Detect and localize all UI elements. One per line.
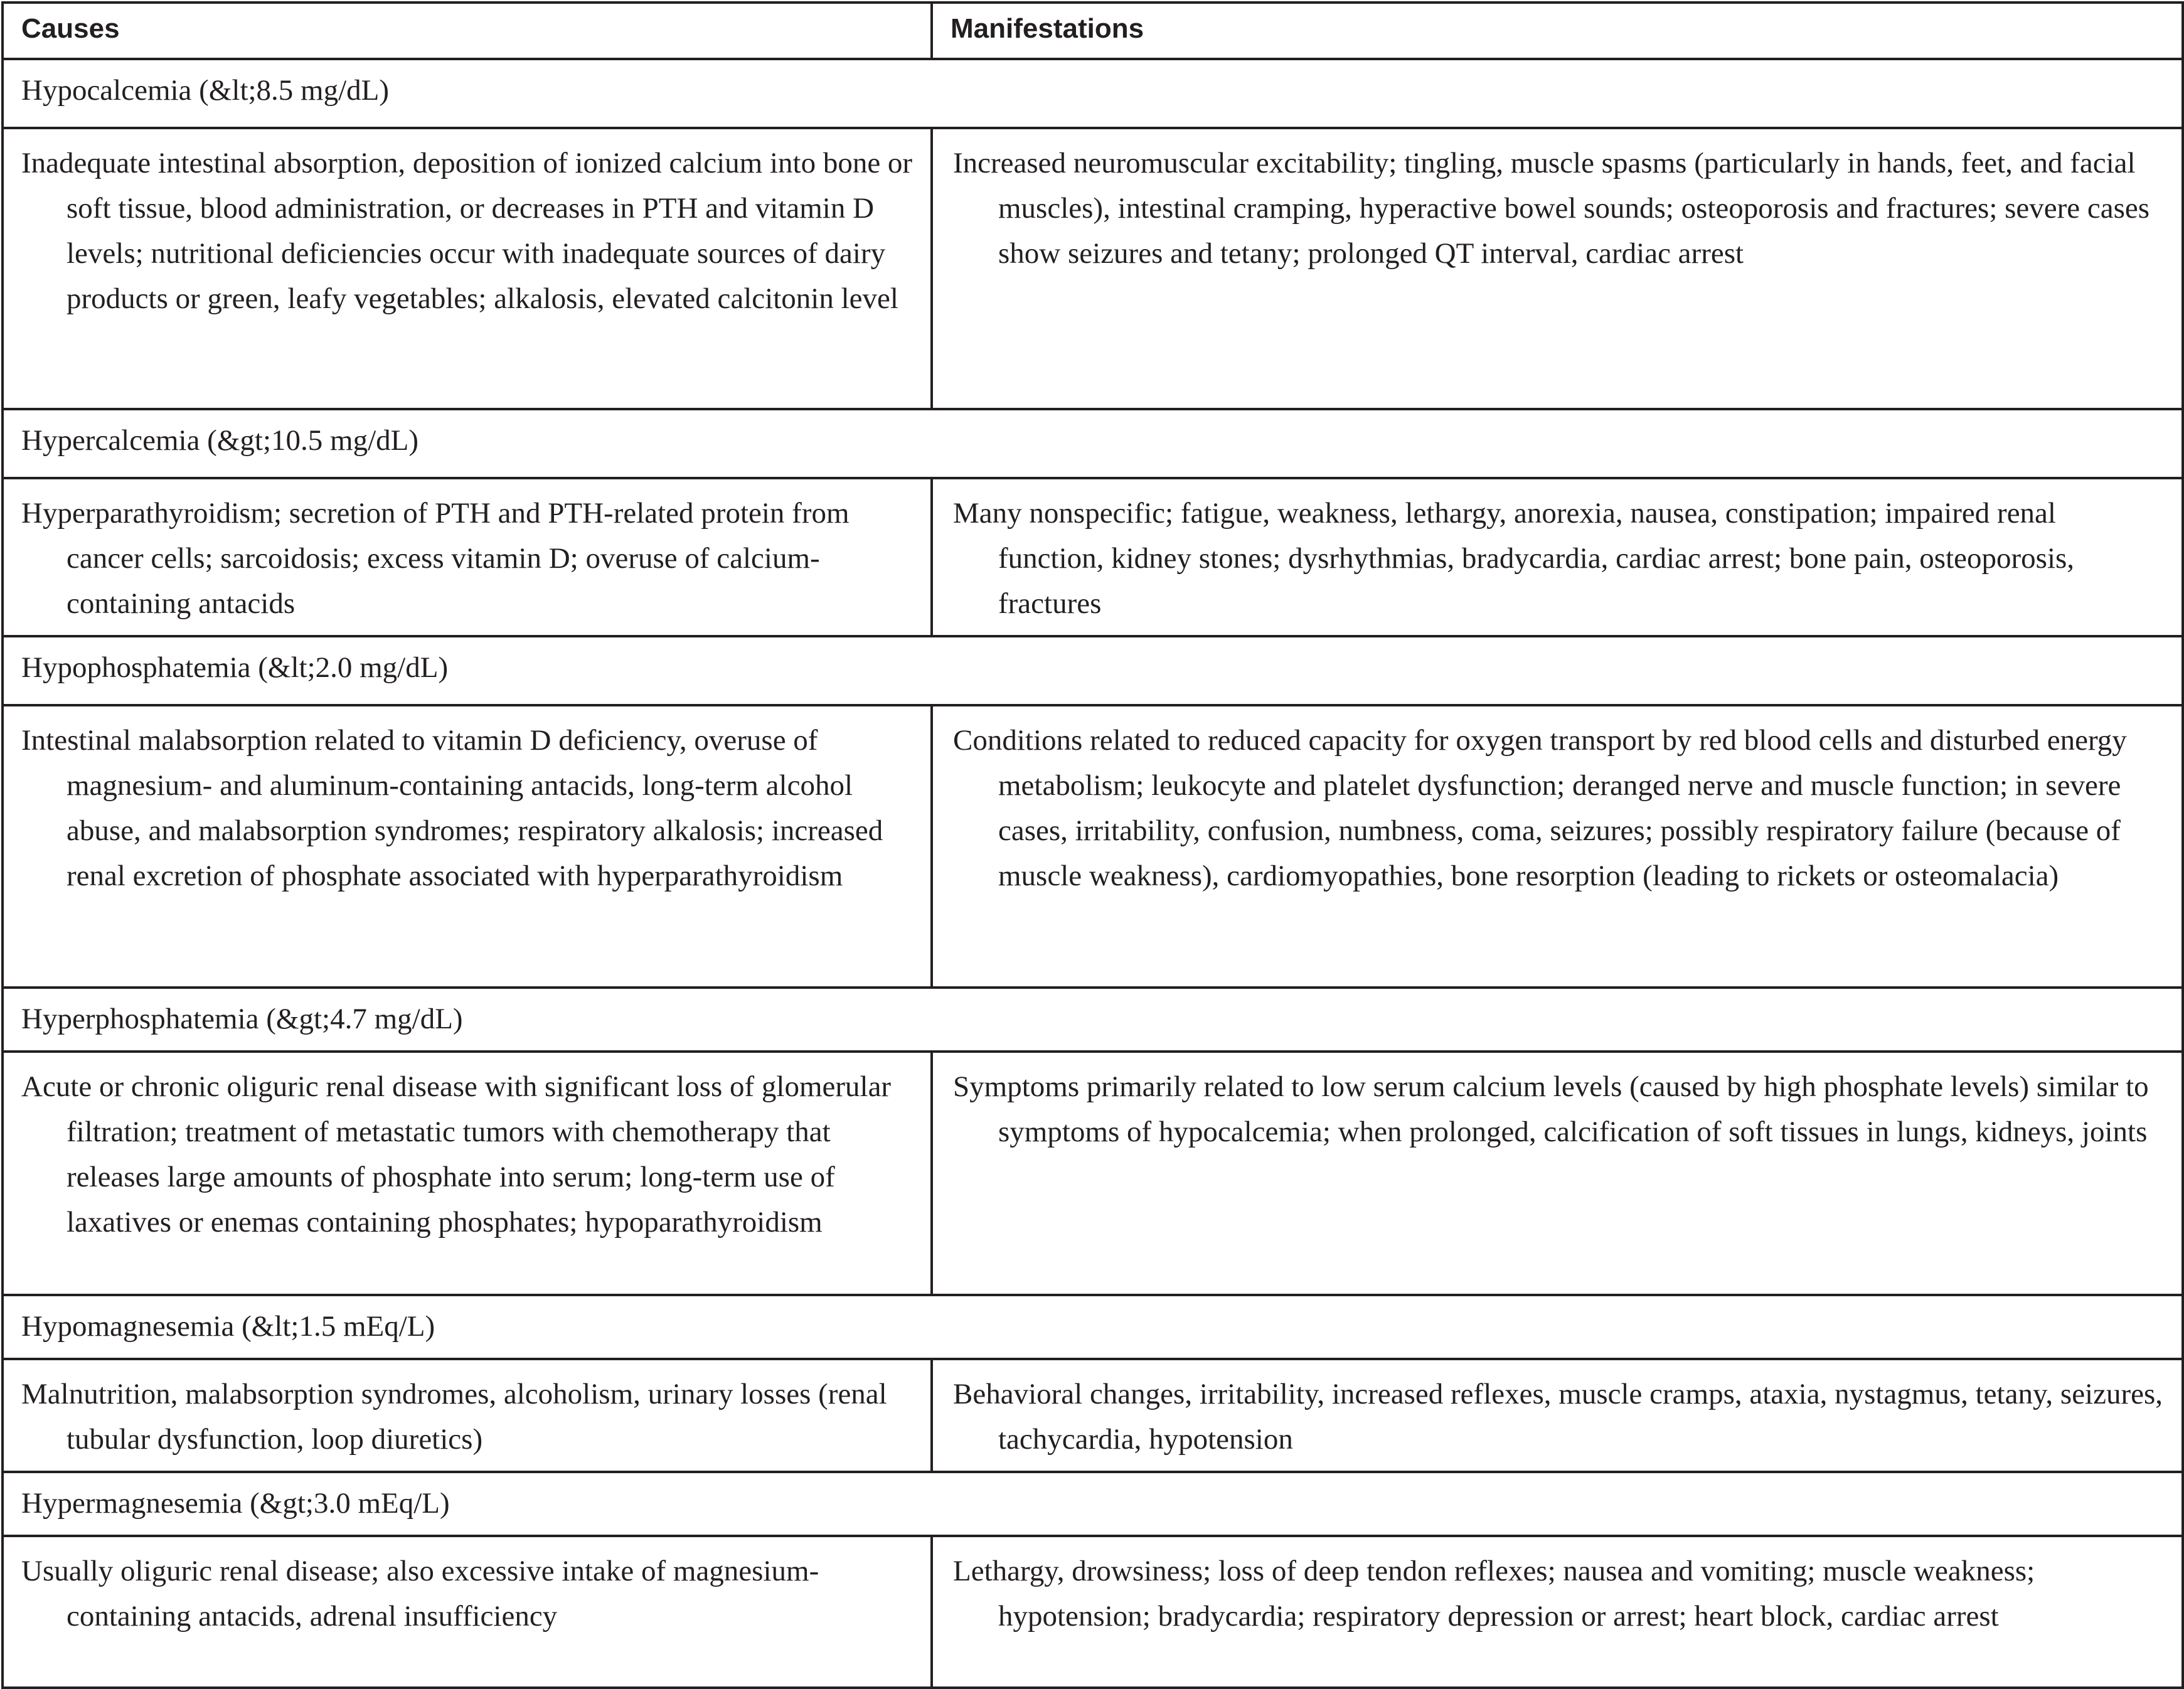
causes-cell-hypermagnesemia: Usually oliguric renal disease; also excessive intake of magnesium-containing antacids, adrenal insufficiency (3, 1536, 932, 1688)
section-body-row (3, 1536, 2183, 1688)
section-title-hypophosphatemia: Hypophosphatemia (&lt;2.0 mg/dL) (3, 636, 2183, 705)
causes-column-header: Causes (3, 3, 932, 59)
section-title-row (3, 409, 2183, 478)
section-title-row (3, 988, 2183, 1052)
manifestations-cell-hypomagnesemia: Behavioral changes, irritability, increased reflexes, muscle cramps, ataxia, nystagmus, tetany, seizures, tachycardia, hypotension (932, 1359, 2183, 1472)
section-title-hyperphosphatemia: Hyperphosphatemia (&gt;4.7 mg/dL) (3, 988, 2183, 1052)
manifestations-column-header: Manifestations (932, 3, 2183, 59)
section-body-row (3, 705, 2183, 988)
section-title-hypocalcemia: Hypocalcemia (&lt;8.5 mg/dL) (3, 59, 2183, 128)
causes-cell-hypercalcemia: Hyperparathyroidism; secretion of PTH and PTH-related protein from cancer cells; sarcoidosis; excess vitamin D; overuse of calcium-containing antacids (3, 478, 932, 636)
section-body-row (3, 478, 2183, 636)
section-title-row (3, 59, 2183, 128)
manifestations-cell-hyperphosphatemia: Symptoms primarily related to low serum calcium levels (caused by high phosphate levels) similar to symptoms of hypocalcemia; when prolonged, calcification of soft tissues in lungs, kidneys, joints (932, 1052, 2183, 1295)
manifestations-cell-hypermagnesemia: Lethargy, drowsiness; loss of deep tendon reflexes; nausea and vomiting; muscle weakness; hypotension; bradycardia; respiratory depression or arrest; heart block, cardiac arrest (932, 1536, 2183, 1688)
section-title-hypercalcemia: Hypercalcemia (&gt;10.5 mg/dL) (3, 409, 2183, 478)
section-title-row (3, 636, 2183, 705)
section-body-row (3, 1052, 2183, 1295)
section-title-row (3, 1472, 2183, 1536)
manifestations-cell-hypocalcemia: Increased neuromuscular excitability; tingling, muscle spasms (particularly in hands, feet, and facial muscles), intestinal cramping, hyperactive bowel sounds; osteoporosis and fractures; severe cases show seizures and tetany; prolonged QT interval, cardiac arrest (932, 128, 2183, 409)
causes-cell-hypocalcemia: Inadequate intestinal absorption, deposition of ionized calcium into bone or soft tissue, blood administration, or decreases in PTH and vitamin D levels; nutritional deficiencies occur with inadequate sources of dairy products or green, leafy vegetables; alkalosis, elevated calcitonin level (3, 128, 932, 409)
section-title-hypermagnesemia: Hypermagnesemia (&gt;3.0 mEq/L) (3, 1472, 2183, 1536)
table-header-row (3, 3, 2183, 59)
section-title-row (3, 1295, 2183, 1359)
section-body-row (3, 1359, 2183, 1472)
section-body-row (3, 128, 2183, 409)
causes-cell-hyperphosphatemia: Acute or chronic oliguric renal disease with significant loss of glomerular filtration; treatment of metastatic tumors with chemotherapy that releases large amounts of phosphate into serum; long-term use of laxatives or enemas containing phosphates; hypoparathyroidism (3, 1052, 932, 1295)
manifestations-cell-hypophosphatemia: Conditions related to reduced capacity for oxygen transport by red blood cells and disturbed energy metabolism; leukocyte and platelet dysfunction; deranged nerve and muscle function; in severe cases, irritability, confusion, numbness, coma, seizures; possibly respiratory failure (because of muscle weakness), cardiomyopathies, bone resorption (leading to rickets or osteomalacia) (932, 705, 2183, 988)
section-title-hypomagnesemia: Hypomagnesemia (&lt;1.5 mEq/L) (3, 1295, 2183, 1359)
electrolyte-imbalance-table (1, 1, 2184, 1689)
causes-cell-hypomagnesemia: Malnutrition, malabsorption syndromes, alcoholism, urinary losses (renal tubular dysfunction, loop diuretics) (3, 1359, 932, 1472)
causes-cell-hypophosphatemia: Intestinal malabsorption related to vitamin D deficiency, overuse of magnesium- and aluminum-containing antacids, long-term alcohol abuse, and malabsorption syndromes; respiratory alkalosis; increased renal excretion of phosphate associated with hyperparathyroidism (3, 705, 932, 988)
manifestations-cell-hypercalcemia: Many nonspecific; fatigue, weakness, lethargy, anorexia, nausea, constipation; impaired renal function, kidney stones; dysrhythmias, bradycardia, cardiac arrest; bone pain, osteoporosis, fractures (932, 478, 2183, 636)
